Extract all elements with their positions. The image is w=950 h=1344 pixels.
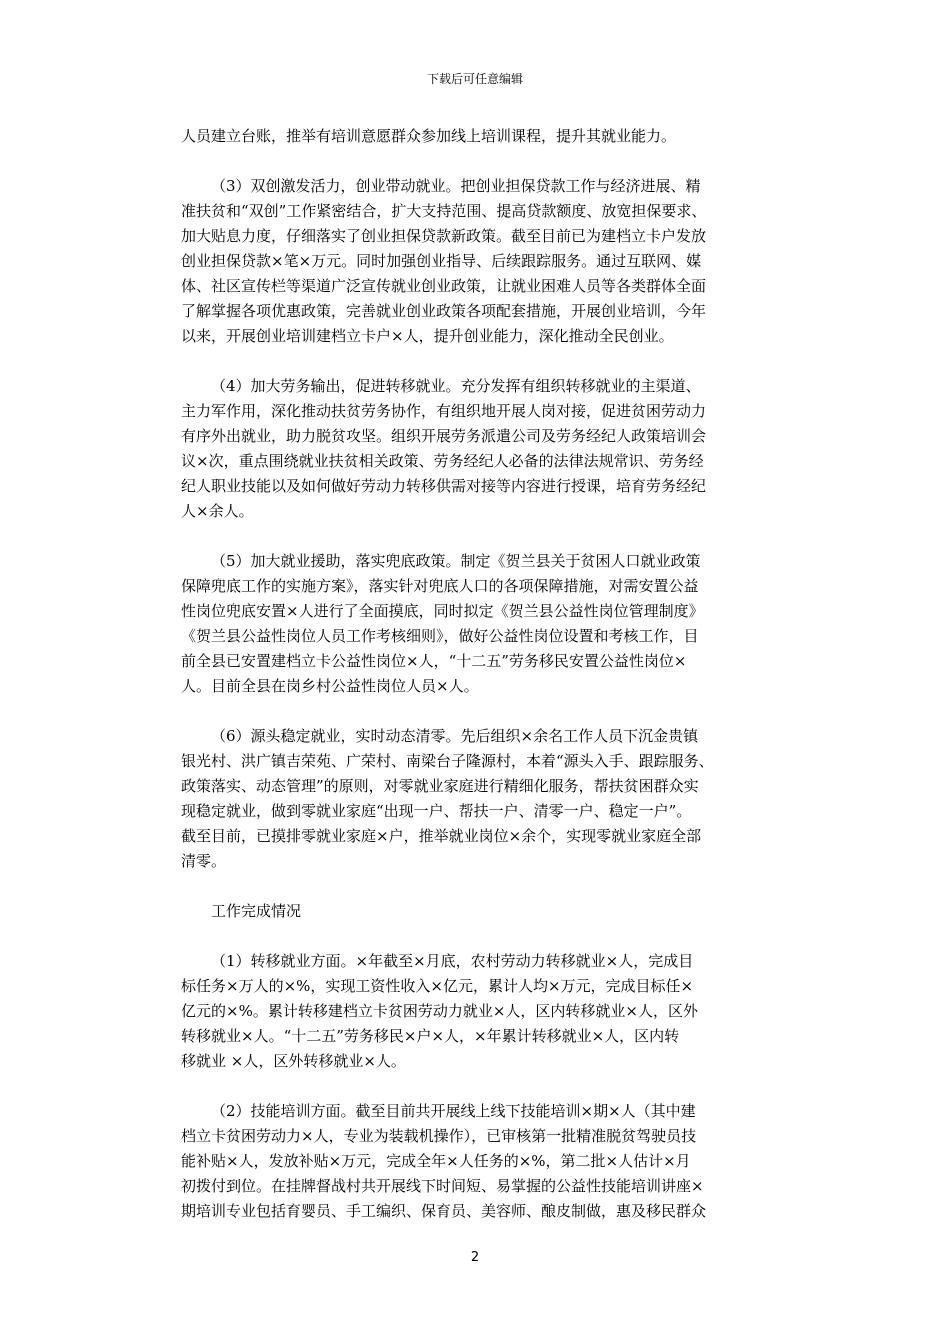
paragraph-gap <box>181 1074 781 1099</box>
text-line: （4）加大劳务输出，促进转移就业。充分发挥有组织转移就业的主渠道、 <box>211 377 701 395</box>
text-line: 移就业 ×人，区外转移就业×人。 <box>181 1052 406 1070</box>
text-line: （6）源头稳定就业，实时动态清零。先后组织×余名工作人员下沉金贵镇 <box>211 727 699 745</box>
text-line: 亿元的×%。累计转移建档立卡贫困劳动力就业×人，区内转移就业×人，区外 <box>181 1002 698 1020</box>
text-line: 前全县已安置建档立卡公益性岗位×人，“十二五”劳务移民安置公益性岗位× <box>181 652 687 670</box>
text-line: 初拨付到位。在挂牌督战村共开展线下时间短、易掌握的公益性技能培训讲座× <box>181 1177 704 1195</box>
paragraph-gap <box>181 699 781 724</box>
text-line: 期培训专业包括育婴员、手工编织、保育员、美容师、酿皮制做，惠及移民群众 <box>181 1202 707 1220</box>
text-line: 人。目前全县在岗乡村公益性岗位人员×人。 <box>181 677 479 695</box>
text-line: （1）转移就业方面。×年截至×月底，农村劳动力转移就业×人，完成目 <box>211 952 694 970</box>
paragraph <box>181 949 781 1074</box>
text-line: 标任务×万人的×%，实现工资性收入×亿元，累计人均×万元，完成目标任× <box>181 977 694 995</box>
text-line: （5）加大就业援助，落实兜底政策。制定《贺兰县关于贫困人口就业政策 <box>211 552 701 570</box>
text-line: 能补贴×人，发放补贴×万元，完成全年×人任务的×%，第二批×人估计×月 <box>181 1152 691 1170</box>
text-line: 人员建立台账，推举有培训意愿群众参加线上培训课程，提升其就业能力。 <box>181 127 677 145</box>
text-line: 截至目前，已摸排零就业家庭×户，推举就业岗位×余个，实现零就业家庭全部 <box>181 827 702 845</box>
text-line: 政策落实、动态管理”的原则，对零就业家庭进行精细化服务，帮扶贫困群众实 <box>181 777 699 795</box>
text-line: 纪人职业技能以及如何做好劳动力转移供需对接等内容进行授课，培育劳务经纪 <box>181 477 707 495</box>
paragraph-gap <box>181 524 781 549</box>
text-line: 工作完成情况 <box>211 902 302 920</box>
paragraph <box>181 174 781 349</box>
paragraph-gap <box>181 349 781 374</box>
text-line: 加大贴息力度，仔细落实了创业担保贷款新政策。截至目前已为建档立卡户发放 <box>181 227 707 245</box>
text-line: 银光村、洪广镇吉荣苑、广荣村、南梁台子隆源村，本着“源头入手、跟踪服务、 <box>181 752 714 770</box>
paragraph-gap <box>181 149 781 174</box>
text-line: 性岗位兜底安置×人进行了全面摸底，同时拟定《贺兰县公益性岗位管理制度》 <box>181 602 704 620</box>
text-line: （2）技能培训方面。截至目前共开展线上线下技能培训×期×人（其中建 <box>211 1102 696 1120</box>
text-line: 了解掌握各项优惠政策，完善就业创业政策各项配套措施，开展创业培训，今年 <box>181 302 707 320</box>
paragraph <box>181 724 781 874</box>
page-header: 下载后可任意编辑 <box>426 72 523 86</box>
text-line: 保障兜底工作的实施方案》，落实针对兜底人口的各项保障措施，对需安置公益 <box>181 577 699 595</box>
text-line: 《贺兰县公益性岗位人员工作考核细则》，做好公益性岗位设置和考核工作，目 <box>181 627 699 645</box>
paragraph <box>181 549 781 699</box>
text-line: 体、社区宣传栏等渠道广泛宣传就业创业政策，让就业困难人员等各类群体全面 <box>181 277 707 295</box>
text-line: 议×次，重点围绕就业扶贫相关政策、劳务经纪人必备的法律法规常识、劳务经 <box>181 452 704 470</box>
page-number: 2 <box>470 1250 480 1265</box>
text-line: 现稳定就业，做到零就业家庭“出现一户、帮扶一户、清零一户、稳定一户”。 <box>181 802 692 820</box>
paragraph-gap <box>181 924 781 949</box>
paragraph-gap <box>181 874 781 899</box>
text-line: 有序外出就业，助力脱贫攻坚。组织开展劳务派遣公司及劳务经纪人政策培训会 <box>181 427 707 445</box>
text-line: 转移就业×人。“十二五”劳务移民×户×人，×年累计转移就业×人，区内转 <box>181 1027 680 1045</box>
text-line: 准扶贫和“双创”工作紧密结合，扩大支持范围、提高贷款额度、放宽担保要求、 <box>181 202 707 220</box>
text-line: 主力军作用，深化推动扶贫劳务协作，有组织地开展人岗对接，促进贫困劳动力 <box>181 402 707 420</box>
text-line: 清零。 <box>181 852 227 870</box>
text-line: 创业担保贷款×笔×万元。同时加强创业指导、后续跟踪服务。通过互联网、媒 <box>181 252 702 270</box>
paragraph <box>181 124 781 149</box>
text-line: 档立卡贫困劳动力×人，专业为装载机操作），已审核第一批精准脱贫驾驶员技 <box>181 1127 697 1145</box>
paragraph <box>181 374 781 524</box>
document-body <box>181 124 781 1224</box>
text-line: （3）双创激发活力，创业带动就业。把创业担保贷款工作与经济进展、精 <box>211 177 701 195</box>
text-line: 以来，开展创业培训建档立卡户×人，提升创业能力，深化推动全民创业。 <box>181 327 674 345</box>
paragraph <box>181 1099 781 1224</box>
section-heading <box>181 899 781 924</box>
text-line: 人×余人。 <box>181 502 254 520</box>
